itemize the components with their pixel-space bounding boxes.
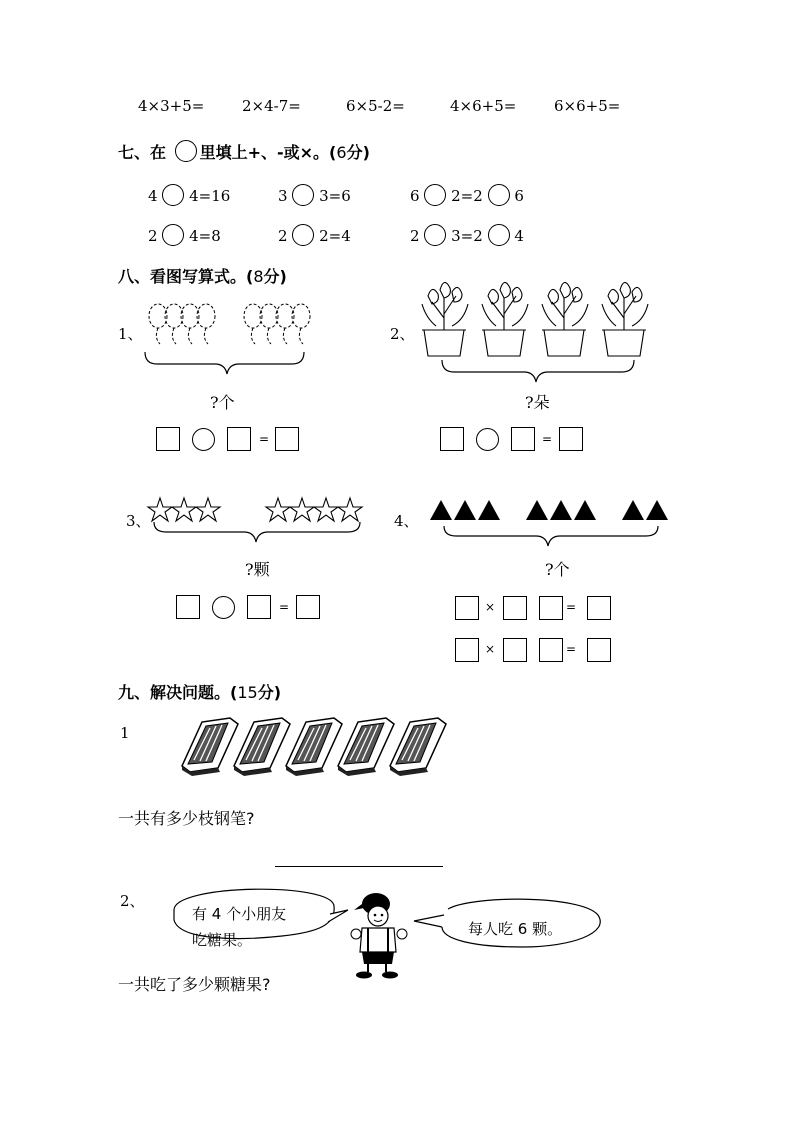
brace [444,526,658,546]
equals-sign: = [566,600,577,614]
section8-title [118,264,287,287]
section8-title-part-b: 分) [263,267,287,286]
q8-4-label: ?个 [545,560,570,579]
flower-pots-picture [412,268,662,388]
answer-circle[interactable] [488,184,510,206]
q9-1-question: 一共有多少枝钢笔? [118,809,255,828]
section9-title [118,680,281,703]
answer-circle[interactable] [488,224,510,246]
answer-box[interactable] [503,596,527,620]
answer-circle[interactable] [292,184,314,206]
q8-3-number: 3、 [126,512,151,530]
answer-box[interactable] [455,596,479,620]
child-figure [350,890,410,980]
section7-title-part-a: 七、在 [118,143,167,162]
q8-2-number: 2、 [390,325,415,343]
operand: 4=8 [189,227,221,245]
brace [442,360,634,382]
pen-boxes-picture [180,714,445,780]
answer-box[interactable] [176,595,200,619]
q9-2-number: 2、 [120,892,145,910]
answer-circle[interactable] [162,224,184,246]
answer-box[interactable] [511,427,535,451]
q8-3-label: ?颗 [245,560,270,579]
bubble-left-line2: 吃糖果。 [192,931,253,949]
answer-circle[interactable] [192,428,215,451]
operand: 6 [514,187,524,205]
answer-line[interactable] [275,866,443,867]
q9-1-number: 1 [120,724,130,742]
operand: 2 [148,227,158,245]
top-equation-5: 6×6+5= [554,97,621,115]
fill-row-1b [278,184,351,206]
answer-box[interactable] [227,427,251,451]
q8-1-number: 1、 [118,325,143,343]
top-equation-3: 6×5-2= [346,97,405,115]
answer-box[interactable] [296,595,320,619]
answer-circle[interactable] [292,224,314,246]
stars-picture [146,492,368,556]
answer-box[interactable] [559,427,583,451]
top-equation-1: 4×3+5= [138,97,205,115]
bubble-left-line1: 有 4 个小朋友 [192,905,287,923]
top-equation-2: 2×4-7= [242,97,301,115]
answer-circle[interactable] [424,224,446,246]
section9-title-part-b: 分) [257,683,282,702]
answer-circle[interactable] [424,184,446,206]
answer-box[interactable] [503,638,527,662]
operand: 2 [410,227,420,245]
times-sign: × [485,600,496,614]
operand: 2=2 [451,187,483,205]
brace [145,352,304,374]
answer-box[interactable] [587,638,611,662]
section8-score: 8 [253,267,264,286]
fill-row-1 [148,184,230,206]
q8-2-label: ?朵 [525,393,550,412]
q8-4-number: 4、 [394,512,419,530]
operand: 6 [410,187,420,205]
operand: 4=16 [189,187,231,205]
section7-title-part-c: 分) [346,143,370,162]
answer-box[interactable] [156,427,180,451]
operand: 4 [514,227,524,245]
top-equation-4: 4×6+5= [450,97,517,115]
answer-box[interactable] [440,427,464,451]
blank-circle [175,140,197,162]
section8-title-part-a: 八、看图写算式。( [118,267,254,286]
brace [154,522,360,542]
section9-title-part-a: 九、解决问题。( [118,683,238,702]
operand: 2 [278,227,288,245]
q9-2-question: 一共吃了多少颗糖果? [118,975,271,994]
equals-sign: = [566,642,577,656]
equals-sign: = [259,432,270,446]
operand: 4 [148,187,158,205]
fill-row-2b [278,224,351,246]
fill-row-2c [410,224,524,246]
section9-score: 15 [237,683,258,702]
bubble-right-text: 每人吃 6 颗。 [468,920,563,938]
fill-row-1c [410,184,524,206]
operand: 2=4 [319,227,351,245]
operand: 3 [278,187,288,205]
balloon-picture [140,296,320,386]
equals-sign: = [279,600,290,614]
answer-circle[interactable] [212,596,235,619]
equals-sign: = [542,432,553,446]
times-sign: × [485,642,496,656]
fill-row-2 [148,224,221,246]
answer-box[interactable] [539,638,563,662]
triangles-picture [428,496,674,556]
answer-circle[interactable] [476,428,499,451]
operand: 3=2 [451,227,483,245]
answer-box[interactable] [275,427,299,451]
answer-circle[interactable] [162,184,184,206]
q8-1-label: ?个 [210,393,235,412]
answer-box[interactable] [539,596,563,620]
section7-title [118,140,370,163]
answer-box[interactable] [247,595,271,619]
answer-box[interactable] [587,596,611,620]
section7-title-part-b: 里填上+、-或×。( [199,143,337,162]
section7-score: 6 [336,143,347,162]
answer-box[interactable] [455,638,479,662]
operand: 3=6 [319,187,351,205]
